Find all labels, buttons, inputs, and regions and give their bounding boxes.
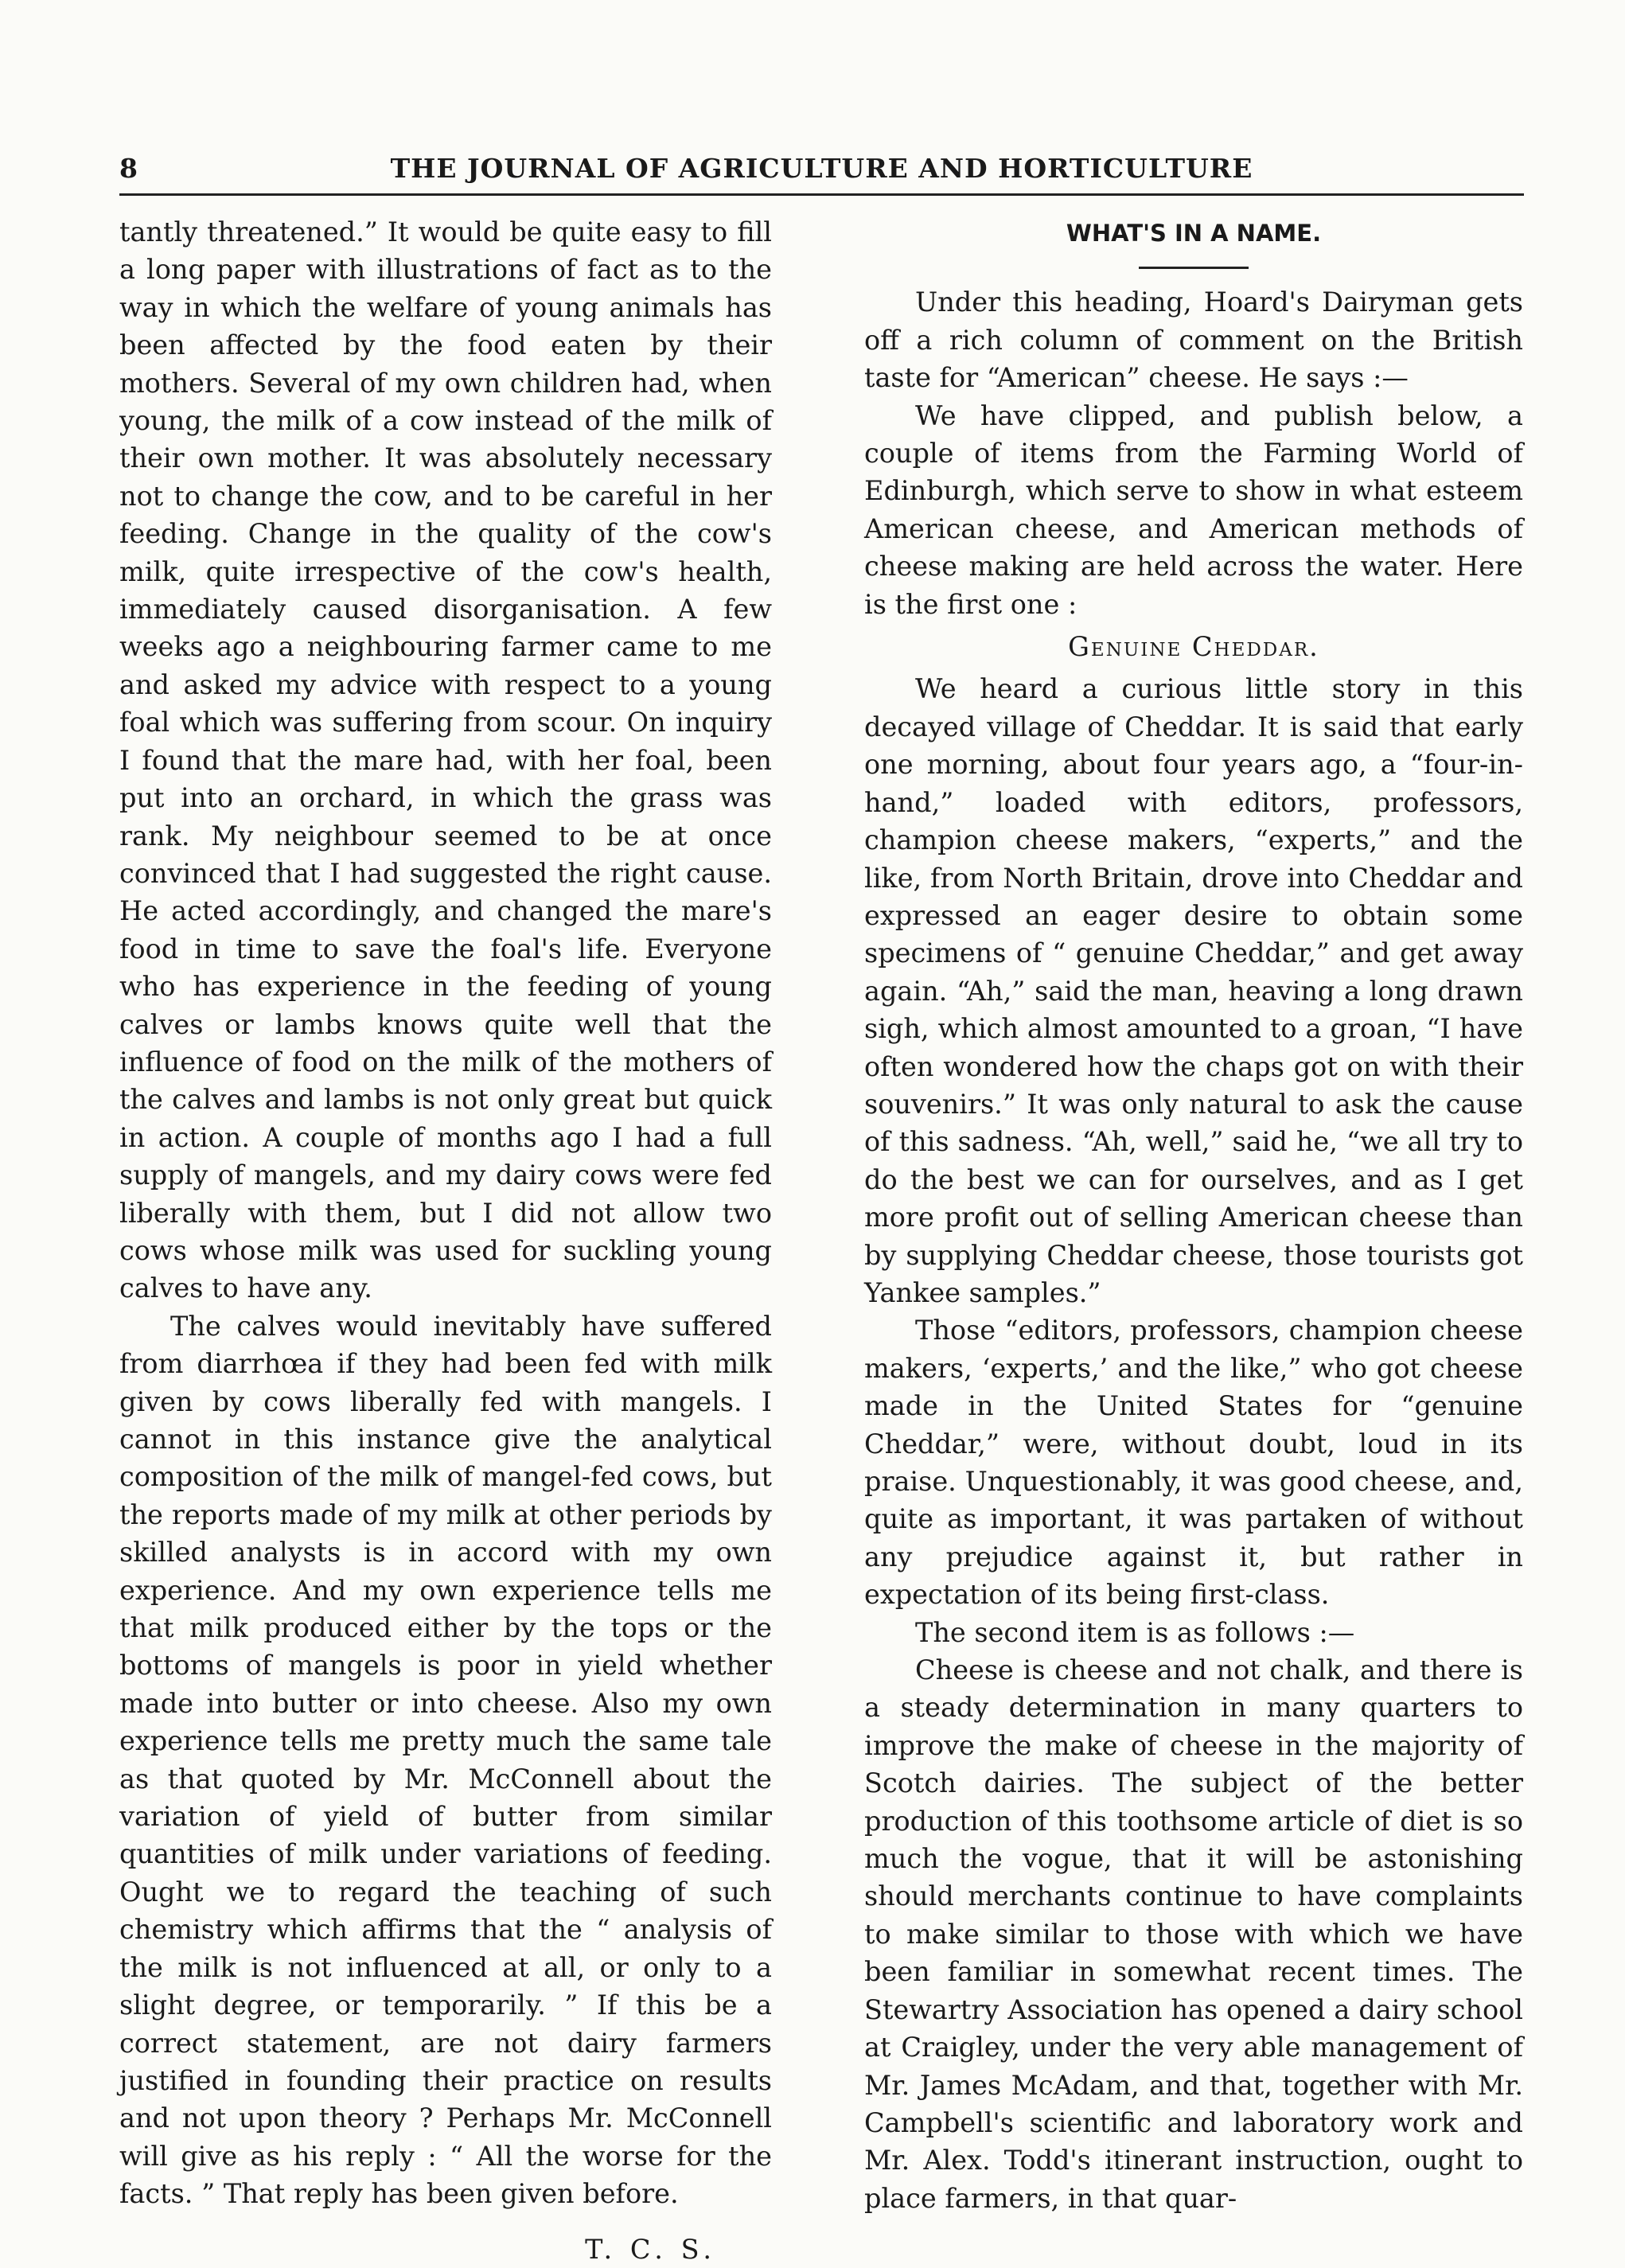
right-column: [864, 213, 1523, 2217]
title-rule: [1139, 267, 1249, 269]
header-rule: [119, 193, 1524, 196]
intro-paragraph-2: We have clipped, and publish below, a couple of items from the Farming World of Edinburgh, which serve to show in what esteem American cheese, and American methods of cheese making are held across the water. Here is the first one :: [864, 399, 1523, 620]
body-paragraph-2: Those “editors, professors, champion cheese makers, ‘experts,’ and the like,” who got cheese made in the United States for “genuine Cheddar,” were, without doubt, loud in its praise. Unquestionably, it was good cheese, and, quite as important, it was partaken of without any prejudice against it, but rather in expectation of its being first-class.: [864, 1315, 1523, 1611]
body-paragraph-1: We heard a curious little story in this decayed village of Cheddar. It is said that early one morning, about four years ago, a “four-in-hand,” loaded with editors, professors, champion cheese makers, “experts,” and the like, from North Britain, drove into Cheddar and expressed an eager desire to obtain some specimens of “ genuine Cheddar,” and get away again. “Ah,” said the man, heaving a long drawn sigh, which almost amounted to a groan, “I have often wondered how the chaps got on with their souvenirs.” It was only natural to ask the cause of this sadness. “Ah, well,” said he, “we all try to do the best we can for ourselves, and as I get more profit out of selling American cheese than by supplying Cheddar cheese, those tourists got Yankee samples.”: [864, 673, 1523, 1308]
article-title: WHAT'S IN A NAME.: [1066, 220, 1322, 247]
left-paragraph-2: The calves would inevitably have suffered from diarrhœa if they had been fed with milk given by cows liberally fed with mangels. I cannot in this instance give the analytical composition of the milk of mangel-fed cows, but the reports made of my milk at other periods by skilled analysts is in accord with my own experience. And my own experience tells me that milk produced either by the tops or the bottoms of mangels is poor in yield whether made into butter or into cheese. Also my own experience tells me pretty much the same tale as that quoted by Mr. McConnell about the variation of yield of butter from similar quantities of milk under variations of feeding. Ought we to regard the teaching of such chemistry which affirms that the “ analysis of the milk is not influenced at all, or only to a slight degree, or temporarily. ” If this be a correct statement, are not dairy farmers justified in founding their practice on results and not upon theory ? Perhaps Mr. McConnell will give as his reply : “ All the worse for the facts. ” That reply has been given before.: [119, 1310, 772, 2210]
author-signature: T. C. S.: [585, 2233, 716, 2265]
running-title: THE JOURNAL OF AGRICULTURE AND HORTICULTURE: [390, 153, 1253, 184]
left-paragraph-1: tantly threatened.” It would be quite easy to fill a long paper with illustrations of fact as to the way in which the welfare of young animals has been affected by the food eaten by their mothers. Several of my own children had, when young, the milk of a cow instead of the milk of their own mother. It was absolutely necessary not to change the cow, and to be careful in her feeding. Change in the quality of the cow's milk, quite irrespective of the cow's health, immediately caused disorganisation. A few weeks ago a neighbouring farmer came to me and asked my advice with respect to a young foal which was suffering from scour. On inquiry I found that the mare had, with her foal, been put into an orchard, in which the grass was rank. My neighbour seemed to be at once convinced that I had suggested the right cause. He acted accordingly, and changed the mare's food in time to save the foal's life. Everyone who has experience in the feeding of young calves or lambs knows quite well that the influence of food on the milk of the mothers of the calves and lambs is not only great but quick in action. A couple of months ago I had a full supply of mangels, and my dairy cows were fed liberally with them, but I did not allow two cows whose milk was used for suckling young calves to have any.: [119, 216, 772, 1304]
left-column: [119, 213, 772, 2268]
page-number: 8: [119, 153, 138, 184]
intro-paragraph-1: Under this heading, Hoard's Dairyman gets off a rich column of comment on the British taste for “American” cheese. He says :—: [864, 286, 1523, 394]
subheading: Genuine Cheddar.: [1068, 631, 1319, 663]
body-paragraph-4: Cheese is cheese and not chalk, and there is a steady determination in many quarters to improve the make of cheese in the majority of Scotch dairies. The subject of the better production of this toothsome article of diet is so much the vogue, that it will be astonishing should merchants continue to have complaints to make similar to those with which we have been familiar in somewhat recent times. The Stewartry Association has opened a dairy school at Craigley, under the very able management of Mr. James McAdam, and that, together with Mr. Campbell's scientific and laboratory work and Mr. Alex. Todd's itinerant instruction, ought to place farmers, in that quar-: [864, 1654, 1523, 2214]
body-paragraph-3: The second item is as follows :—: [915, 1616, 1355, 1648]
